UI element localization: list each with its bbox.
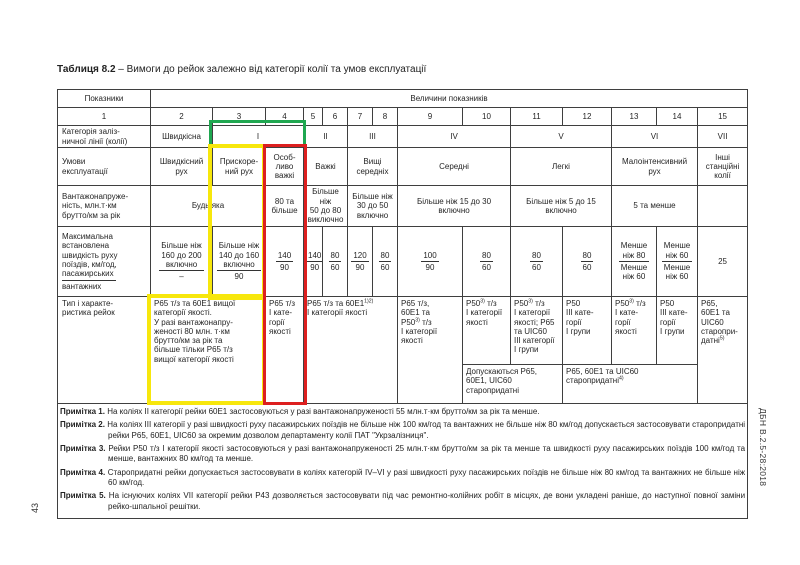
note: Примітка 5. На існуючих коліях VII категорії рейки Р43 дозволяється застосовувати під час ремонтно-колійних робіт в місцях, де вони укладені раніше, до наступної повної заміни рейко-шпальної решітки. xyxy=(60,491,746,511)
table-title-text: – Вимоги до рейок залежно від категорії колії та умов експлуатації xyxy=(115,64,427,75)
rail-type-row-cell: Р50 ІІІ кате- горії І групи xyxy=(563,297,612,365)
max-speed-row-cell: Максимальна встановлена швидкість руху поїздів, км/год, $\frac{\text{пасажирських}}{\text{вантажних}}$ xyxy=(58,227,151,297)
load-intensity-row-cell: Більше ніж 30 до 50 включно xyxy=(348,186,398,227)
note: Примітка 1. На коліях ІІ категорії рейки 60Е1 застосовуються у разі вантажонапруженості 55 млн.т·км брутто/км за рік та менше. xyxy=(60,407,540,417)
max-speed-row-cell xyxy=(511,227,563,297)
notes-block xyxy=(58,404,748,519)
header-velychyny: Величини показників xyxy=(151,90,748,108)
load-intensity-row-cell: Більше ніж 50 до 80 виключно xyxy=(304,186,348,227)
requirements-table xyxy=(57,89,748,519)
rail-type-row-cell: Р50$^{3)}$ т/з І категорії якості; Р65 та UIC60 ІІІ категорії І групи xyxy=(511,297,563,365)
load-intensity-row-cell: Більше ніж 15 до 30 включно xyxy=(398,186,511,227)
conditions-row-cell: Інші станційні колії xyxy=(698,148,748,186)
load-intensity-row-cell xyxy=(698,186,748,227)
load-intensity-row-cell: Вантажонапруже- ність, млн.т·км брутто/км за рік xyxy=(58,186,151,227)
note: Примітка 4. Старопридатні рейки допускається застосовувати в коліях категорій IV–VI у разі швидкості руху пасажирських поїздів не більше ніж 80 км/год та вантажних не більше ніж 60 км/год. xyxy=(60,467,746,488)
conditions-row-cell: Малоінтенсивний рух xyxy=(612,148,698,186)
column-numbers-row-cell: 10 xyxy=(463,108,511,126)
column-numbers-row-cell: 1 xyxy=(58,108,151,126)
speed-fraction: $\frac{\text{пасажирських}}{\text{вантажних}}$ xyxy=(62,269,114,291)
category-row-cell: Категорія заліз- ничної лінії (колії) xyxy=(58,126,151,148)
column-numbers-row-cell: 9 xyxy=(398,108,463,126)
column-numbers-row-cell: 12 xyxy=(563,108,612,126)
header-row xyxy=(58,90,748,108)
conditions-row-cell: Швидкісний рух xyxy=(151,148,213,186)
column-numbers-row-cell: 2 xyxy=(151,108,213,126)
table-title-number: Таблиця 8.2 xyxy=(57,64,116,75)
category-row xyxy=(58,126,748,148)
speed-fraction: $\frac{140}{90}$ xyxy=(308,250,322,272)
rail-type-row-cell: Р65 т/з І кате- горії якості xyxy=(266,297,304,404)
speed-fraction: $\frac{140}{90}$ xyxy=(277,250,292,272)
column-numbers-row-cell: 11 xyxy=(511,108,563,126)
column-numbers-row-cell: 15 xyxy=(698,108,748,126)
conditions-row-cell: Середні xyxy=(398,148,511,186)
max-speed-row-cell xyxy=(398,227,463,297)
load-intensity-row-cell: 5 та менше xyxy=(612,186,698,227)
category-row-cell: VII xyxy=(698,126,748,148)
category-row-cell: Швидкісна xyxy=(151,126,213,148)
category-row-cell: II xyxy=(304,126,348,148)
rail-type-row-cell: Р65 т/з, 60Е1 та Р50$^{3)}$ т/з І категорії якості xyxy=(398,297,463,404)
rail-type-secondary-row-cell: Допускаються Р65, 60Е1, UIC60 старопридатні xyxy=(463,365,563,404)
max-speed-row-cell: 25 xyxy=(698,227,748,297)
rail-type-row-cell: Тип і характе- ристика рейок xyxy=(58,297,151,404)
max-speed-row-cell xyxy=(348,227,373,297)
column-numbers-row-cell: 13 xyxy=(612,108,657,126)
max-speed-row-cell xyxy=(266,227,304,297)
max-speed-row-cell xyxy=(304,227,323,297)
speed-fraction: $\frac{80}{60}$ xyxy=(532,250,541,272)
load-intensity-row-cell: Більше ніж 5 до 15 включно xyxy=(511,186,612,227)
category-row-cell: V xyxy=(511,126,612,148)
conditions-row-cell: Прискоре- ний рух xyxy=(213,148,266,186)
max-speed-row-cell xyxy=(657,227,698,297)
rail-type-row-cell: Р65, 60Е1 та UIC60 старопри- датні$^{5)}$ xyxy=(698,297,748,404)
column-numbers-row-cell: 8 xyxy=(373,108,398,126)
load-intensity-row-cell: 80 та більше xyxy=(266,186,304,227)
notes-row xyxy=(58,404,748,519)
category-row-cell: IV xyxy=(398,126,511,148)
conditions-row xyxy=(58,148,748,186)
requirements-table-body xyxy=(58,90,748,519)
note: Примітка 2. На коліях ІІІ категорії у разі швидкості руху пасажирських поїздів не більше ніж 100 км/год та вантажних не більше ніж 80 км/год допускається застосовувати старопридатні рейки Р65, 60Е1, UIC60 за окремим дозволом департаменту колії ПАТ "Укрзалізниця". xyxy=(60,420,746,440)
max-speed-row-cell xyxy=(612,227,657,297)
note: Примітка 3. Рейки Р50 т/з І категорії якості застосовуються у разі вантажонапруженості 25 млн.т·км брутто/км за рік та менше та швидкості руху пасажирських поїздів 100 км/год та менше, вантажних 80 км/год та менше. xyxy=(60,443,746,464)
column-numbers-row xyxy=(58,108,748,126)
speed-fraction: Менше ніж 80 Менше ніж 60 xyxy=(620,241,648,282)
conditions-row-cell: Особ- ливо важкі xyxy=(266,148,304,186)
header-pokazniki: Показники xyxy=(58,90,151,108)
load-intensity-row xyxy=(58,186,748,227)
speed-fraction: Більше ніж 140 до 160 включно 90 xyxy=(218,241,260,282)
column-numbers-row-cell: 14 xyxy=(657,108,698,126)
max-speed-row-cell xyxy=(563,227,612,297)
load-intensity-row-cell: Будь яка xyxy=(151,186,266,227)
speed-fraction: $\frac{80}{60}$ xyxy=(582,250,592,272)
conditions-row-cell: Легкі xyxy=(511,148,612,186)
speed-fraction: Менше ніж 60 Менше ніж 60 xyxy=(663,241,691,282)
speed-fraction: $\frac{80}{60}$ xyxy=(380,250,390,272)
rail-type-row-cell: Р65 т/з та $60Е1^{1)2)}$ І категорії якості xyxy=(304,297,398,404)
max-speed-row-cell xyxy=(463,227,511,297)
column-numbers-row-cell: 7 xyxy=(348,108,373,126)
column-numbers-row-cell: 3 xyxy=(213,108,266,126)
table-title xyxy=(57,64,426,75)
max-speed-row xyxy=(58,227,748,297)
rail-type-row-cell: Р65 т/з та 60Е1 вищої категорії якості. У разі вантажонапру- женості 80 млн. т·км брутто/км за рік та більше тільки Р65 т/з вищої категорії якості xyxy=(151,297,266,404)
rail-type-row-cell: Р50$^{3)}$ т/з І категорії якості xyxy=(463,297,511,365)
max-speed-row-cell xyxy=(213,227,266,297)
speed-fraction: $\frac{120}{90}$ xyxy=(353,250,367,272)
rail-type-row xyxy=(58,297,748,365)
column-numbers-row-cell: 6 xyxy=(323,108,348,126)
category-row-cell: III xyxy=(348,126,398,148)
conditions-row-cell: Важкі xyxy=(304,148,348,186)
max-speed-row-cell xyxy=(151,227,213,297)
category-row-cell: VI xyxy=(612,126,698,148)
rail-type-row-cell: Р50 ІІІ кате- горії І групи xyxy=(657,297,698,365)
category-row-cell: I xyxy=(213,126,304,148)
speed-fraction: $\frac{80}{60}$ xyxy=(330,250,340,272)
speed-fraction: $\frac{100}{90}$ xyxy=(423,250,437,272)
rail-type-secondary-row-cell: Р65, 60Е1 та UIC60 старопридатні$^{4)}$ xyxy=(563,365,698,404)
column-numbers-row-cell: 4 xyxy=(266,108,304,126)
speed-fraction: $\frac{80}{60}$ xyxy=(482,250,491,272)
max-speed-row-cell xyxy=(373,227,398,297)
speed-fraction: Більше ніж 160 до 200 включно – xyxy=(161,241,202,282)
max-speed-row-cell xyxy=(323,227,348,297)
document-code-vertical: ДБН В.2.5-28:2018 xyxy=(758,408,768,487)
rail-type-row-cell: Р50$^{3)}$ т/з І кате- горії якості xyxy=(612,297,657,365)
conditions-row-cell: Умови експлуатації xyxy=(58,148,151,186)
page-number: 43 xyxy=(30,502,41,514)
column-numbers-row-cell: 5 xyxy=(304,108,323,126)
conditions-row-cell: Вищі середніх xyxy=(348,148,398,186)
